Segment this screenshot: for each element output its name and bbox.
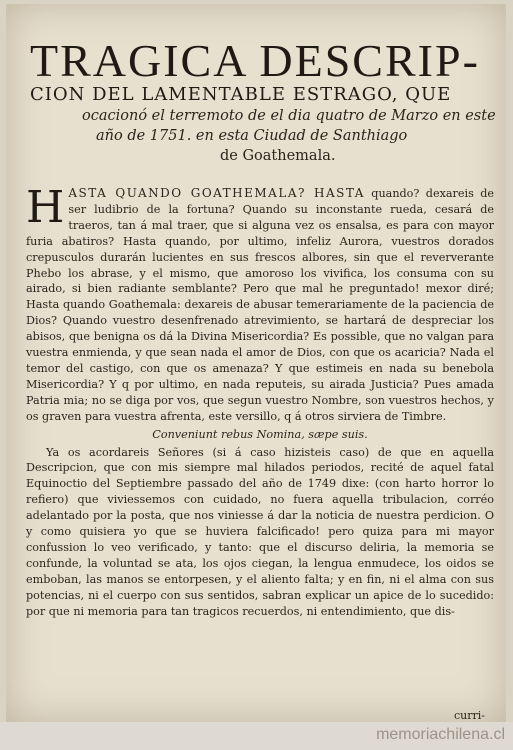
watermark-logo: memoriachilena.cl <box>376 726 505 743</box>
document-body <box>26 182 494 619</box>
document-subtitle-line2: ocacionó el terremoto de el dia quatro de Marzo en este <box>82 108 496 124</box>
catchword: curri- <box>454 709 485 722</box>
document-subtitle: CION DEL LAMENTABLE ESTRAGO, QUE <box>30 84 452 105</box>
paragraph-2: Ya os acordareis Señores (si á caso hizisteis caso) de que en aquella Descripcion, que con mis siempre mal hilados periodos, recité de aquel fatal Equinoctio del Septiembre passado del año de 1749 dixe: (con harto horror lo refiero) que viviessemos con cuidado, no fuera aquella tribulacion, corréo adelantado por la posta, que nos viniesse á dar la noticia de nuestra perdicion. O y como quisiera yo que se huviera falcificado! pero quiza para mi mayor confussion lo veo verificado, y tanto: que el discurso deliria, la memoria se confunde, la voluntad se ata, los ojos ciegan, la lengua enmudece, los oidos se emboban, las manos se entorpesen, y el aliento falta; y en fin, ni el alma con sus potencias, ni el cuerpo con sus sentidos, sabran explicar un apice de lo sucedido: por que ni memoria para tan tragicos recuerdos, ni entendimiento, que dis- <box>26 445 494 618</box>
opening-caps: ASTA QUANDO GOATHEMALA? HASTA <box>68 186 365 200</box>
latin-quote: Conveniunt rebus Nomina, sæpe suis. <box>152 427 368 441</box>
drop-cap: H <box>26 182 65 233</box>
document-subtitle-line4: de Goathemala. <box>220 148 336 164</box>
paragraph-1 <box>26 182 494 425</box>
document-title: TRAGICA DESCRIP- <box>30 35 480 86</box>
paragraph-1-text: quando? dexareis de ser ludibrio de la fortuna? Quando su inconstante rueda, cesará de traeros, tan á mal traer, que si alguna vez os ensalsa, es para con mayor furia abatiros? Hasta quando, por ultimo, infeliz Aurora, vuestros dorados crepusculos durarán lucientes en sus frescos albores, sin que el reververante Phebo los abrase, y el mismo, que amoroso los vivifica, los consuma con su airado, si bien radiante semblante? Pero que mal he preguntado! mexor diré; Hasta quando Goathemala: dexareis de abusar temerariamente de la paciencia de Dios? Quando vuestro desenfrenado atrevimiento, se hartará de despreciar los abisos, que benigna os dá la Divina Misericordia? Es possible, que no valgan para vuestra enmienda, y que sean nada el amor de Dios, con que os acaricia? Nada el temor del castigo, con que os amenaza? Y que estimeis en nada su benebola Misericordia? Y q por ultimo, en nada reputeis, su airada Justicia? Pues amada Patria mia; no se diga por vos, que segun vuestro Nombre, son vuestros hechos, y os graven para vuestra afrenta, este versillo, q á otros sirviera de Timbre. <box>26 187 494 423</box>
document-subtitle-line3: año de 1751. en esta Ciudad de Santhiago <box>96 128 408 144</box>
